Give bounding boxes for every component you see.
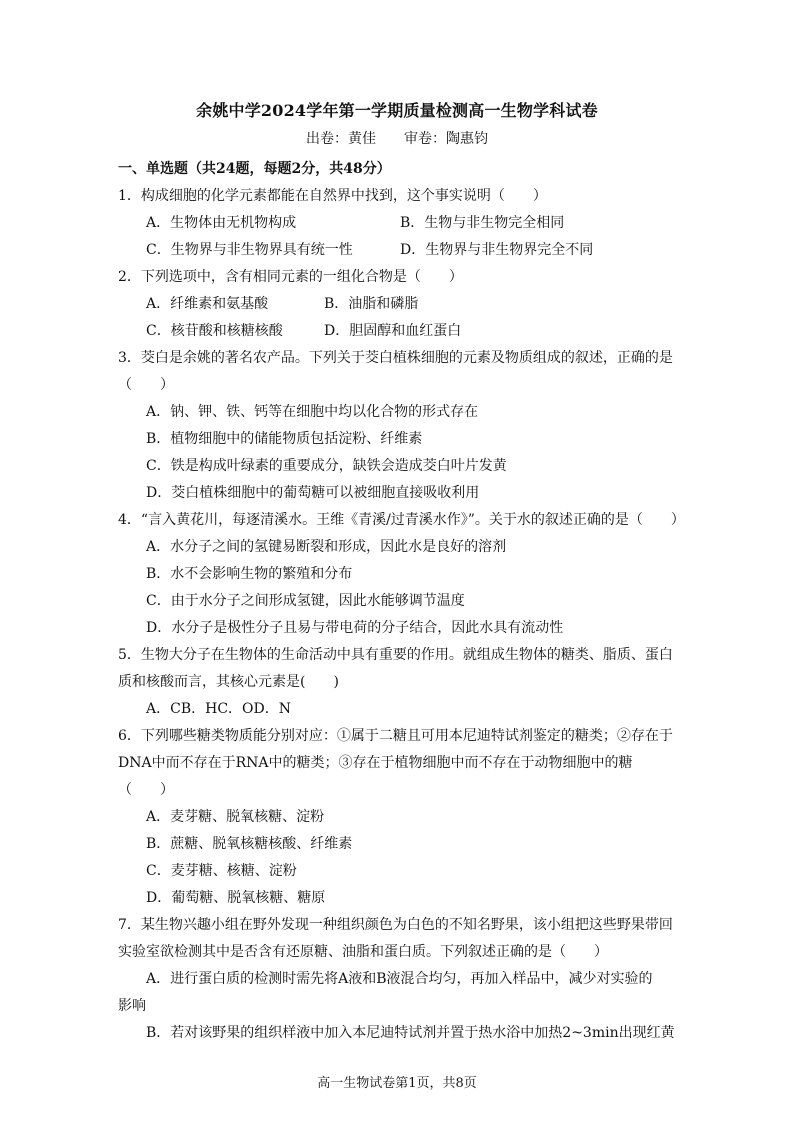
page-footer: 高一生物试卷第1页，共8页 bbox=[317, 1076, 477, 1091]
question-2 bbox=[118, 264, 678, 345]
question-stem: 4．“言入黄花川，每逐清溪水。王维《青溪/过青溪水作》”。关于水的叙述正确的是（ ） bbox=[118, 512, 685, 528]
question-stem-continued: DNA中而不存在于RNA中的糖类；③存在于植物细胞中而不存在于动物细胞中的糖（ ） bbox=[118, 755, 633, 798]
question-stem-continued: 质和核酸而言，其核心元素是( ) bbox=[118, 674, 339, 690]
option-b: B．若对该野果的组织样液中加入本尼迪特试剂并置于热水浴中加热2~3min出现红黄 bbox=[146, 1025, 675, 1041]
option-row bbox=[146, 210, 678, 237]
option-b: B．生物与非生物完全相同 bbox=[400, 215, 565, 231]
option-d: D．生物界与非生物界完全不同 bbox=[400, 242, 594, 258]
question-4 bbox=[118, 507, 685, 642]
question-6 bbox=[118, 723, 678, 912]
option-c: C．由于水分子之间形成氢键，因此水能够调节温度 bbox=[146, 593, 465, 609]
reviewer-label: 审卷：陶惠钧 bbox=[404, 131, 488, 147]
options bbox=[118, 210, 678, 264]
option-row bbox=[146, 291, 678, 318]
options bbox=[118, 534, 678, 642]
option-c: C．O bbox=[217, 701, 254, 717]
page-title: 余姚中学2024学年第一学期质量检测高一生物学科试卷 bbox=[196, 101, 598, 120]
option-a: A．C bbox=[146, 701, 181, 717]
option-d: D．N bbox=[253, 701, 292, 717]
option-b: B．油脂和磷脂 bbox=[324, 296, 419, 312]
option-d: D．茭白植株细胞中的葡萄糖可以被细胞直接吸收利用 bbox=[146, 485, 480, 501]
question-5 bbox=[118, 642, 678, 723]
setter-label: 出卷：黄佳 bbox=[306, 131, 376, 147]
option-row bbox=[146, 237, 678, 264]
question-stem: 3．茭白是余姚的著名农产品。下列关于茭白植株细胞的元素及物质组成的叙述，正确的是 bbox=[118, 350, 673, 366]
author-line bbox=[0, 128, 794, 148]
options bbox=[118, 696, 678, 723]
option-d: D．胆固醇和血红蛋白 bbox=[324, 323, 462, 339]
option-c: C．麦芽糖、核糖、淀粉 bbox=[146, 863, 297, 879]
option-b: B．水不会影响生物的繁殖和分布 bbox=[146, 566, 353, 582]
options bbox=[118, 291, 678, 345]
question-stem: 2．下列选项中，含有相同元素的一组化合物是（ ） bbox=[118, 269, 463, 285]
option-a: A．进行蛋白质的检测时需先将A液和B液混合均匀，再加入样品中，减少对实验的 bbox=[146, 971, 653, 987]
question-stem-continued: （ ） bbox=[118, 377, 174, 393]
option-row bbox=[146, 696, 678, 723]
question-stem: 5．生物大分子在生物体的生命活动中具有重要的作用。就组成生物体的糖类、脂质、蛋白 bbox=[118, 647, 673, 663]
question-content bbox=[118, 156, 685, 1047]
option-c: C．铁是构成叶绿素的重要成分，缺铁会造成茭白叶片发黄 bbox=[146, 458, 507, 474]
question-stem: 6．下列哪些糖类物质能分别对应：①属于二糖且可用本尼迪特试剂鉴定的糖类；②存在于 bbox=[118, 728, 673, 744]
option-b: B．H bbox=[180, 701, 218, 717]
options bbox=[118, 804, 678, 912]
question-stem: 7．某生物兴趣小组在野外发现一种组织颜色为白色的不知名野果，该小组把这些野果带回 bbox=[118, 917, 673, 933]
option-row bbox=[146, 318, 678, 345]
question-stem-continued: 实验室欲检测其中是否含有还原糖、油脂和蛋白质。下列叙述正确的是（ ） bbox=[118, 944, 608, 960]
options bbox=[118, 1020, 678, 1047]
option-c: C．核苷酸和核糖核酸 bbox=[146, 323, 283, 339]
option-a-continued: 影响 bbox=[118, 998, 146, 1014]
question-3 bbox=[118, 345, 678, 507]
option-d: D．葡萄糖、脱氧核糖、糖原 bbox=[146, 890, 326, 906]
option-c: C．生物界与非生物界具有统一性 bbox=[146, 242, 353, 258]
options bbox=[118, 966, 678, 993]
option-a: A．纤维素和氨基酸 bbox=[146, 296, 269, 312]
option-b: B．蔗糖、脱氧核糖核酸、纤维素 bbox=[146, 836, 353, 852]
option-d: D．水分子是极性分子且易与带电荷的分子结合，因此水具有流动性 bbox=[146, 620, 564, 636]
option-a: A．水分子之间的氢键易断裂和形成，因此水是良好的溶剂 bbox=[146, 539, 507, 555]
option-a: A．钠、钾、铁、钙等在细胞中均以化合物的形式存在 bbox=[146, 404, 479, 420]
question-7 bbox=[118, 912, 678, 1047]
question-stem: 1．构成细胞的化学元素都能在自然界中找到，这个事实说明（ ） bbox=[118, 188, 547, 204]
option-a: A．生物体由无机物构成 bbox=[146, 215, 297, 231]
question-1 bbox=[118, 183, 678, 264]
section-heading: 一、单选题（共24题，每题2分，共48分） bbox=[118, 161, 391, 177]
option-a: A．麦芽糖、脱氧核糖、淀粉 bbox=[146, 809, 325, 825]
options bbox=[118, 399, 678, 507]
option-b: B．植物细胞中的储能物质包括淀粉、纤维素 bbox=[146, 431, 423, 447]
